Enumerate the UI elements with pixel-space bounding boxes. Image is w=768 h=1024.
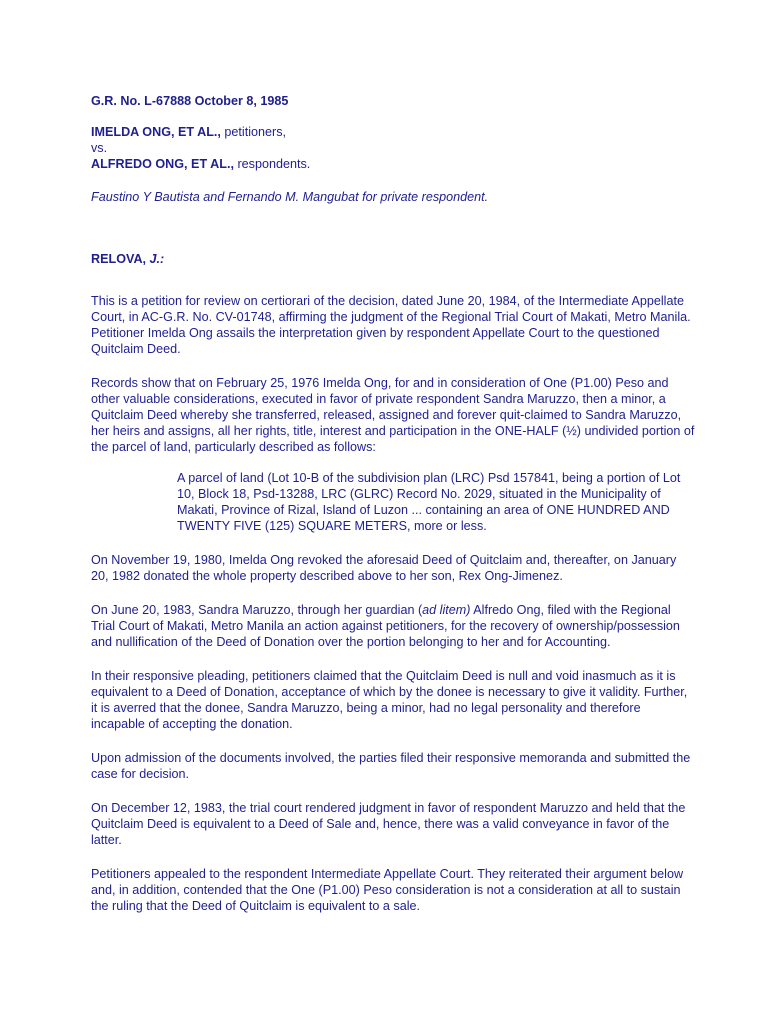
respondent-line	[91, 156, 696, 172]
property-description-quote: A parcel of land (Lot 10-B of the subdivision plan (LRC) Psd 157841, being a portion of Lot 10, Block 18, Psd-13288, LRC (GLRC) Record No. 2029, situated in the Municipality of Makati, Province of Rizal, Island of Luzon ... containing an area of ONE HUNDRED AND TWENTY FIVE (125) SQUARE METERS, more or less.	[177, 471, 681, 533]
judge-name: RELOVA,	[91, 252, 150, 266]
document-page	[91, 93, 696, 914]
counsel-line: Faustino Y Bautista and Fernando M. Mangubat for private respondent.	[91, 190, 489, 204]
judge-title: J.:	[149, 252, 165, 266]
ad-litem-text: ad litem)	[422, 603, 471, 617]
paragraph-6: Upon admission of the documents involved, the parties filed their responsive memoranda and submitted the case for decision.	[91, 751, 691, 781]
paragraph-4	[91, 602, 696, 650]
petitioner-name: IMELDA ONG, ET AL.,	[91, 125, 221, 139]
respondent-role: respondents.	[233, 157, 311, 171]
versus-text: vs.	[91, 141, 108, 155]
paragraph-4-start: On June 20, 1983, Sandra Maruzzo, through her guardian (	[91, 603, 423, 617]
paragraph-1: This is a petition for review on certiorari of the decision, dated June 20, 1984, of the Intermediate Appellate Court, in AC-G.R. No. CV-01748, affirming the judgment of the Regional Trial Court of Makati, Metro Manila. Petitioner Imelda Ong assails the interpretation given by respondent Appellate Court to the questioned Quitclaim Deed.	[91, 294, 691, 356]
paragraph-7: On December 12, 1983, the trial court rendered judgment in favor of respondent Maruzzo and held that the Quitclaim Deed is equivalent to a Deed of Sale and, hence, there was a valid conveyance in favor of the latter.	[91, 801, 686, 847]
paragraph-4-end: Alfredo Ong, filed with the Regional Trial Court of Makati, Metro Manila an action against petitioners, for the recovery of ownership/possession and nullification of the Deed of Donation over the portion belonging to her and for Accounting.	[91, 603, 680, 649]
respondent-name: ALFREDO ONG, ET AL.,	[91, 157, 234, 171]
ponente-heading	[91, 251, 696, 267]
paragraph-8: Petitioners appealed to the respondent Intermediate Appellate Court. They reiterated their argument below and, in addition, contended that the One (P1.00) Peso consideration is not a consideration at all to sustain the ruling that the Deed of Quitclaim is equivalent to a sale.	[91, 867, 684, 913]
petitioner-role: petitioners,	[220, 125, 287, 139]
paragraph-3: On November 19, 1980, Imelda Ong revoked the aforesaid Deed of Quitclaim and, thereafter, on January 20, 1982 donated the whole property described above to her son, Rex Ong-Jimenez.	[91, 553, 677, 583]
case-number-heading: G.R. No. L-67888 October 8, 1985	[91, 94, 289, 108]
petitioner-line	[91, 124, 696, 140]
paragraph-2: Records show that on February 25, 1976 Imelda Ong, for and in consideration of One (P1.00) Peso and other valuable considerations, executed in favor of private respondent Sandra Maruzzo, then a minor, a Quitclaim Deed whereby she transferred, released, assigned and forever quit-claimed to Sandra Maruzzo, her heirs and assigns, all her rights, title, interest and participation in the ONE-HALF (½) undivided portion of the parcel of land, particularly described as follows:	[91, 376, 695, 454]
paragraph-5: In their responsive pleading, petitioners claimed that the Quitclaim Deed is null and void inasmuch as it is equivalent to a Deed of Donation, acceptance of which by the donee is necessary to give it validity. Further, it is averred that the donee, Sandra Maruzzo, being a minor, had no legal personality and therefore incapable of accepting the donation.	[91, 669, 688, 731]
case-parties	[91, 124, 696, 172]
